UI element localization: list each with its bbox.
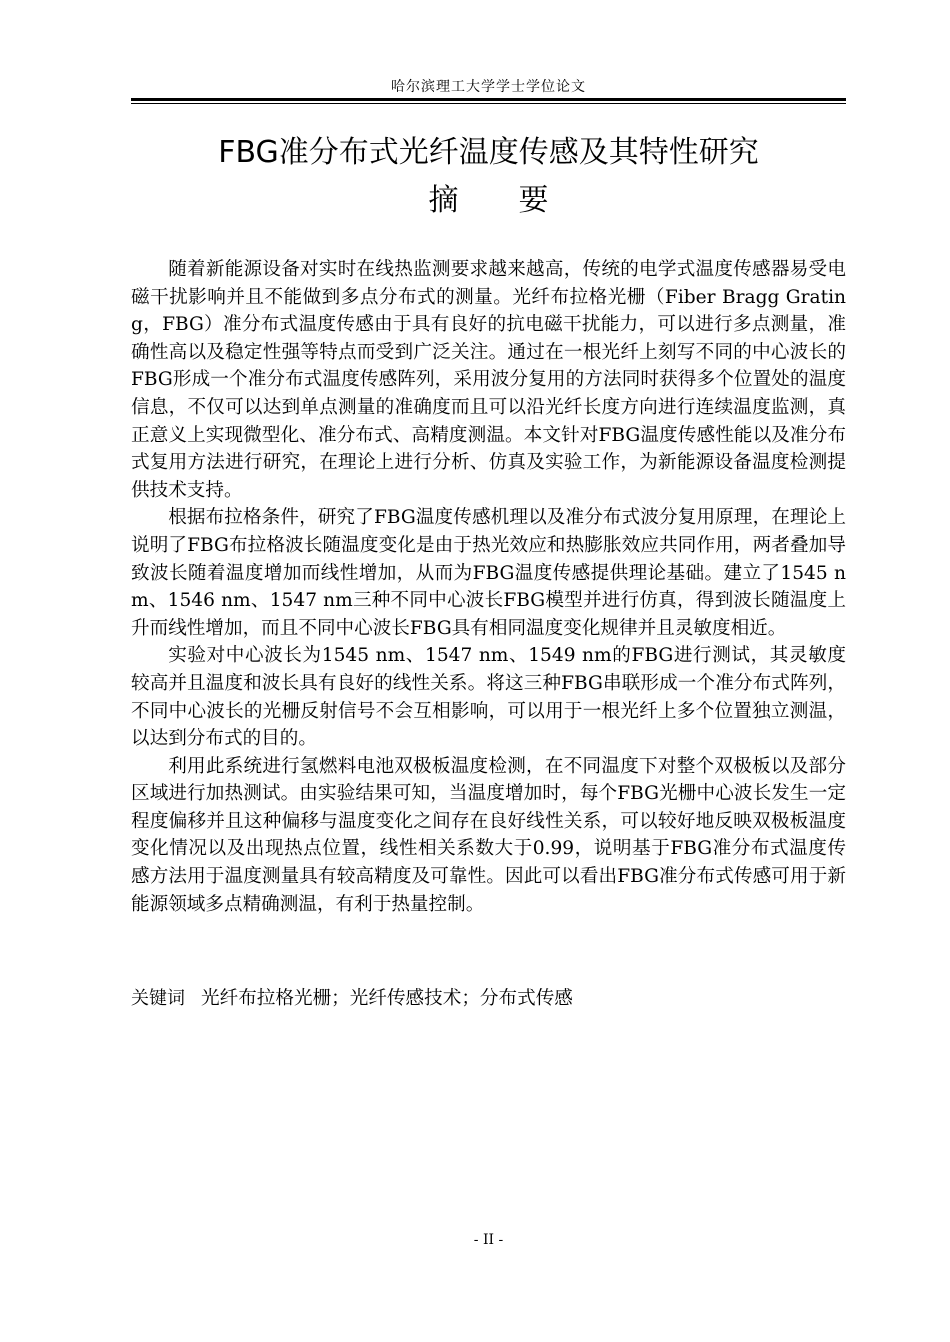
keywords-value: 光纤布拉格光栅；光纤传感技术；分布式传感 xyxy=(201,988,573,1009)
keywords-line xyxy=(131,984,846,1014)
abstract-body xyxy=(131,256,846,918)
header-rule-thick xyxy=(131,98,846,101)
abstract-paragraph-3: 实验对中心波长为1545 nm、1547 nm、1549 nm的FBG进行测试，其灵敏度较高并且温度和波长具有良好的线性关系。将这三种FBG串联形成一个准分布式阵列，不同中心波长的光栅反射信号不会互相影响，可以用于一根光纤上多个位置独立测温，以达到分布式的目的。 xyxy=(131,645,846,750)
keywords-label: 关键词 xyxy=(131,988,185,1009)
header-rule-thin xyxy=(131,103,846,104)
page-number: - II - xyxy=(473,1232,504,1248)
abstract-heading: 摘要 xyxy=(428,183,609,218)
paper-title: FBG准分布式光纤温度传感及其特性研究 xyxy=(218,135,759,170)
running-header: 哈尔滨理工大学学士学位论文 xyxy=(391,79,586,95)
abstract-paragraph-4: 利用此系统进行氢燃料电池双极板温度检测，在不同温度下对整个双极板以及部分区域进行加热测试。由实验结果可知，当温度增加时，每个FBG光栅中心波长发生一定程度偏移并且这种偏移与温度变化之间存在良好线性关系，可以较好地反映双极板温度变化情况以及出现热点位置，线性相关系数大于0.99，说明基于FBG准分布式温度传感方法用于温度测量具有较高精度及可靠性。因此可以看出FBG准分布式传感可用于新能源领域多点精确测温，有利于热量控制。 xyxy=(131,755,846,915)
abstract-paragraph-1: 随着新能源设备对实时在线热监测要求越来越高，传统的电学式温度传感器易受电磁干扰影响并且不能做到多点分布式的测量。光纤布拉格光栅（Fiber Bragg Grating，FBG）准分布式温度传感由于具有良好的抗电磁干扰能力，可以进行多点测量，准确性高以及稳定性强等特点而受到广泛关注。通过在一根光纤上刻写不同的中心波长的FBG形成一个准分布式温度传感阵列，采用波分复用的方法同时获得多个位置处的温度信息，不仅可以达到单点测量的准确度而且可以沿光纤长度方向进行连续温度监测，真正意义上实现微型化、准分布式、高精度测温。本文针对FBG温度传感性能以及准分布式复用方法进行研究，在理论上进行分析、仿真及实验工作，为新能源设备温度检测提供技术支持。 xyxy=(131,259,846,501)
abstract-paragraph-2: 根据布拉格条件，研究了FBG温度传感机理以及准分布式波分复用原理，在理论上说明了FBG布拉格波长随温度变化是由于热光效应和热膨胀效应共同作用，两者叠加导致波长随着温度增加而线性增加，从而为FBG温度传感提供理论基础。建立了1545 nm、1546 nm、1547 nm三种不同中心波长FBG模型并进行仿真，得到波长随温度上升而线性增加，而且不同中心波长FBG具有相同温度变化规律并且灵敏度相近。 xyxy=(131,507,846,639)
